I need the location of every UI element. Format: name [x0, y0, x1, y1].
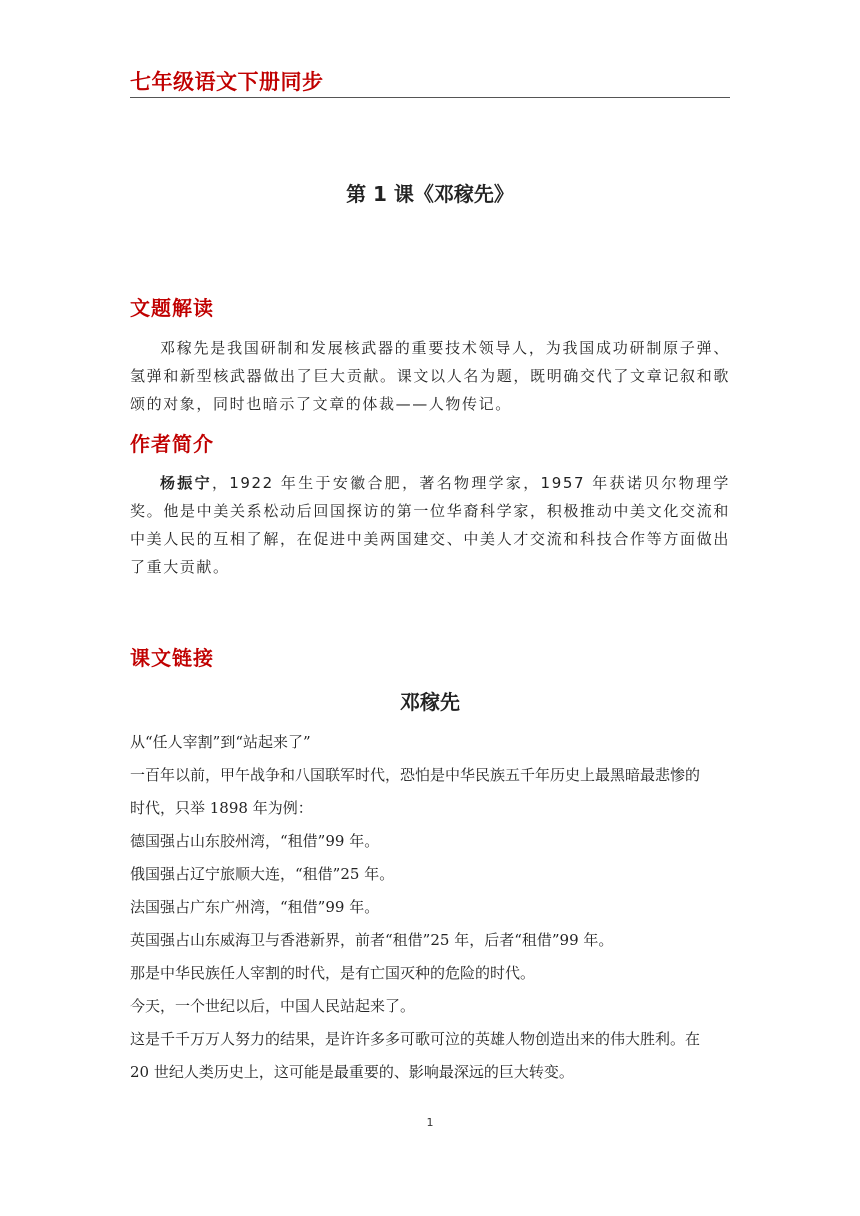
- article-line: 德国强占山东胶州湾，“租借”99 年。: [130, 832, 380, 850]
- author-name: 杨振宁: [160, 474, 212, 492]
- page-number: 1: [426, 1116, 434, 1129]
- article-line: 英国强占山东威海卫与香港新界，前者“租借”25 年，后者“租借”99 年。: [130, 931, 614, 949]
- section-heading-title-interpretation: 文题解读: [130, 296, 214, 320]
- article-line: 时代，只举 1898 年为例：: [130, 799, 313, 817]
- lesson-title: 第 1 课《邓稼先》: [346, 182, 514, 206]
- title-interpretation-text: 邓稼先是我国研制和发展核武器的重要技术领导人，为我国成功研制原子弹、氢弹和新型核武器做出了巨大贡献。课文以人名为题，既明确交代了文章记叙和歌颂的对象，同时也暗示了文章的体裁——人物传记。: [130, 339, 730, 413]
- article-line: 一百年以前，甲午战争和八国联军时代，恐怕是中华民族五千年历史上最黑暗最悲惨的: [130, 766, 701, 784]
- article-body: [130, 726, 730, 1089]
- author-text: [130, 469, 730, 581]
- article-line: 20 世纪人类历史上，这可能是最重要的、影响最深远的巨大转变。: [130, 1063, 574, 1081]
- article-line: 这是千千万万人努力的结果，是许许多多可歌可泣的英雄人物创造出来的伟大胜利。在: [130, 1030, 701, 1048]
- section-heading-author: 作者简介: [130, 432, 214, 456]
- article-line: 今天，一个世纪以后，中国人民站起来了。: [130, 997, 416, 1015]
- article-line: 那是中华民族任人宰割的时代，是有亡国灭种的危险的时代。: [130, 964, 536, 982]
- header-divider: [130, 97, 730, 98]
- article-line: 俄国强占辽宁旅顺大连，“租借”25 年。: [130, 865, 395, 883]
- section-heading-text-link: 课文链接: [130, 646, 214, 670]
- article-title: 邓稼先: [400, 690, 460, 714]
- author-bio: ，1922 年生于安徽合肥，著名物理学家，1957 年获诺贝尔物理学奖。他是中美关系松动后回国探访的第一位华裔科学家，积极推动中美文化交流和中美人民的互相了解，在促进中美两国建交、中美人才交流和科技合作等方面做出了重大贡献。: [130, 474, 730, 576]
- article-line: 从“任人宰割”到“站起来了”: [130, 733, 311, 751]
- header-title: 七年级语文下册同步: [130, 70, 324, 94]
- article-line: 法国强占广东广州湾，“租借”99 年。: [130, 898, 380, 916]
